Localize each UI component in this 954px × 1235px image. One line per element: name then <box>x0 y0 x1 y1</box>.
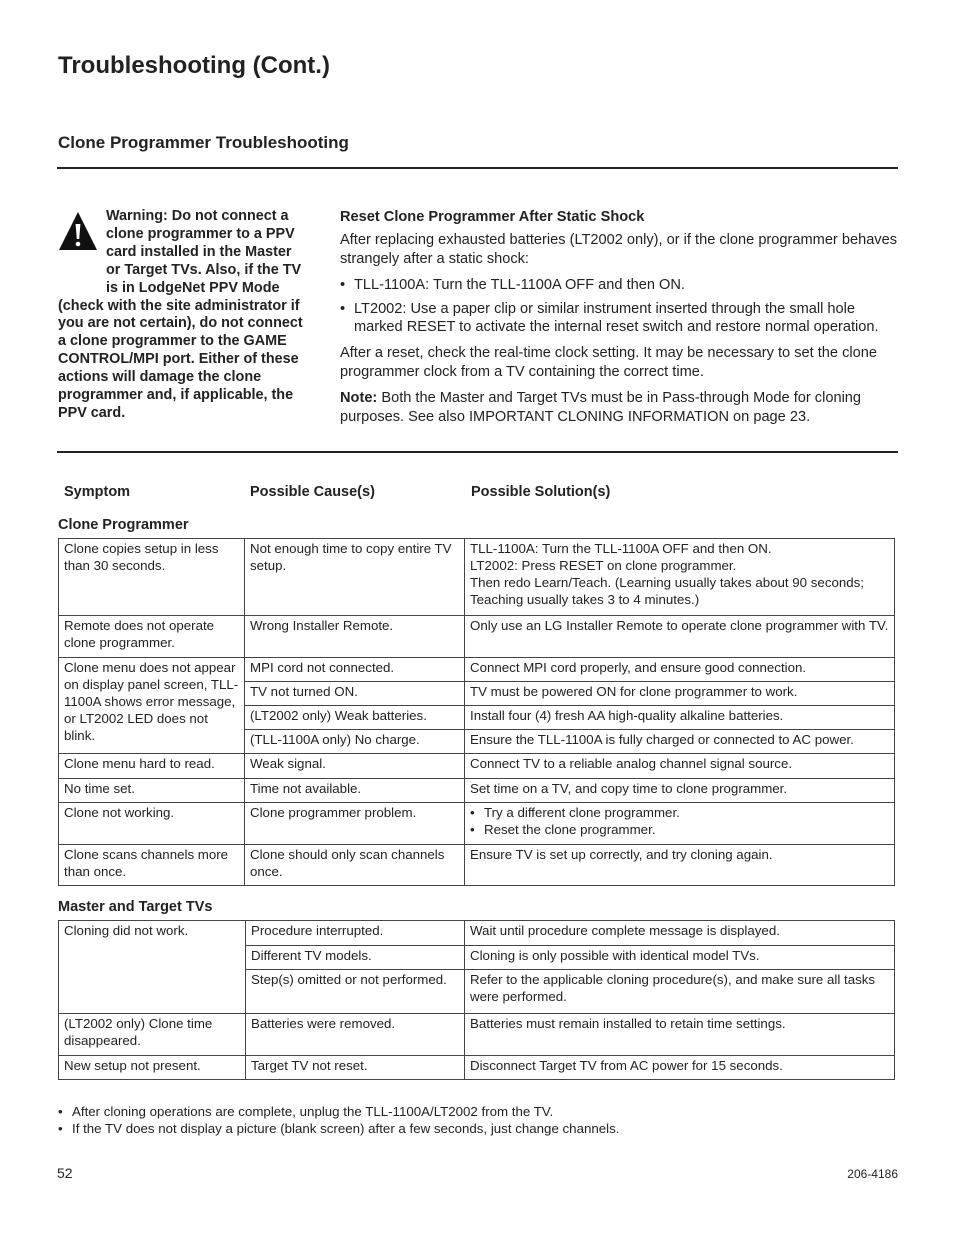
document-number: 206-4186 <box>847 1167 898 1181</box>
table-row: Clone menu hard to read. Weak signal. Connect TV to a reliable analog channel signal source. <box>59 753 895 778</box>
page-title: Troubleshooting (Cont.) <box>58 52 330 79</box>
table-row: Clone not working. Clone programmer problem. • Try a different clone programmer. • Reset the clone programmer. <box>59 802 895 844</box>
reset-intro: After replacing exhausted batteries (LT2002 only), or if the clone programmer behaves strangely after a static shock: <box>340 232 898 267</box>
table-row: TV not turned ON. TV must be powered ON for clone programmer to work. <box>59 682 895 706</box>
footnotes <box>58 1103 898 1137</box>
table-row: (TLL-1100A only) No charge. Ensure the TLL-1100A is fully charged or connected to AC power. <box>59 729 895 753</box>
reset-bullet: • LT2002: Use a paper clip or similar instrument inserted through the small hole marked RESET to activate the internal reset switch and restore normal operation. <box>340 300 900 337</box>
reset-bullet: • TLL-1100A: Turn the TLL-1100A OFF and then ON. <box>340 276 900 294</box>
table-row: (LT2002 only) Weak batteries. Install four (4) fresh AA high-quality alkaline batteries. <box>59 705 895 729</box>
table-row: Clone menu does not appear on display panel screen, TLL-1100A shows error message, or LT2002 LED does not blink. MPI cord not connected. Connect MPI cord properly, and ensure good connection. <box>59 658 895 682</box>
table-row: (LT2002 only) Clone time disappeared. Batteries were removed. Batteries must remain installed to retain time settings. <box>59 1013 895 1055</box>
clone-programmer-table <box>58 538 895 886</box>
table-row: Step(s) omitted or not performed. Refer to the applicable cloning procedure(s), and make sure all tasks were performed. <box>59 969 895 1013</box>
master-target-table <box>58 920 895 1080</box>
page-number: 52 <box>57 1165 73 1181</box>
header-solution: Possible Solution(s) <box>471 484 611 500</box>
table-row: New setup not present. Target TV not reset. Disconnect Target TV from AC power for 15 seconds. <box>59 1055 895 1079</box>
table-row: Clone copies setup in less than 30 seconds. Not enough time to copy entire TV setup. TLL-1100A: Turn the TLL-1100A OFF and then ON. LT2002: Press RESET on clone programmer. Then redo Learn/Teach. (Learning usually takes about 90 seconds; Teaching usually takes 3 to 4 minutes.) <box>59 539 895 616</box>
table-row: Remote does not operate clone programmer. Wrong Installer Remote. Only use an LG Installer Remote to operate clone programmer with TV. <box>59 616 895 658</box>
warning-text: Warning: Do not connect a clone programmer to a PPV card installed in the Master or Target TVs. Also, if the TV is in LodgeNet PPV Mode (check with the site administrator if you are not certain), do not connect a clone programmer to the GAME CONTROL/MPI port. Either of these actions will damage the clone programmer and, if applicable, the PPV card. <box>58 208 303 421</box>
table-row: Clone scans channels more than once. Clone should only scan channels once. Ensure TV is set up correctly, and try cloning again. <box>59 844 895 885</box>
table-row: Different TV models. Cloning is only possible with identical model TVs. <box>59 946 895 970</box>
master-section-label: Master and Target TVs <box>58 899 213 915</box>
header-symptom: Symptom <box>64 484 131 500</box>
clone-section-label: Clone Programmer <box>58 517 189 533</box>
reset-instructions <box>340 208 900 434</box>
reset-note: Note: Both the Master and Target TVs must be in Pass-through Mode for cloning purposes. See also IMPORTANT CLONING INFORMATION on page 23. <box>340 390 862 425</box>
reset-heading: Reset Clone Programmer After Static Shock <box>340 209 645 225</box>
footnote: • After cloning operations are complete, unplug the TLL-1100A/LT2002 from the TV. <box>58 1103 898 1120</box>
table-row: Cloning did not work. Procedure interrupted. Wait until procedure complete message is displayed. <box>59 921 895 946</box>
footnote: • If the TV does not display a picture (blank screen) after a few seconds, just change channels. <box>58 1120 898 1137</box>
table-row: No time set. Time not available. Set time on a TV, and copy time to clone programmer. <box>59 778 895 802</box>
header-cause: Possible Cause(s) <box>250 484 375 500</box>
divider <box>57 451 898 453</box>
divider <box>57 167 898 169</box>
reset-after: After a reset, check the real-time clock setting. It may be necessary to set the clone programmer clock from a TV containing the correct time. <box>340 345 877 380</box>
section-title: Clone Programmer Troubleshooting <box>58 133 349 152</box>
